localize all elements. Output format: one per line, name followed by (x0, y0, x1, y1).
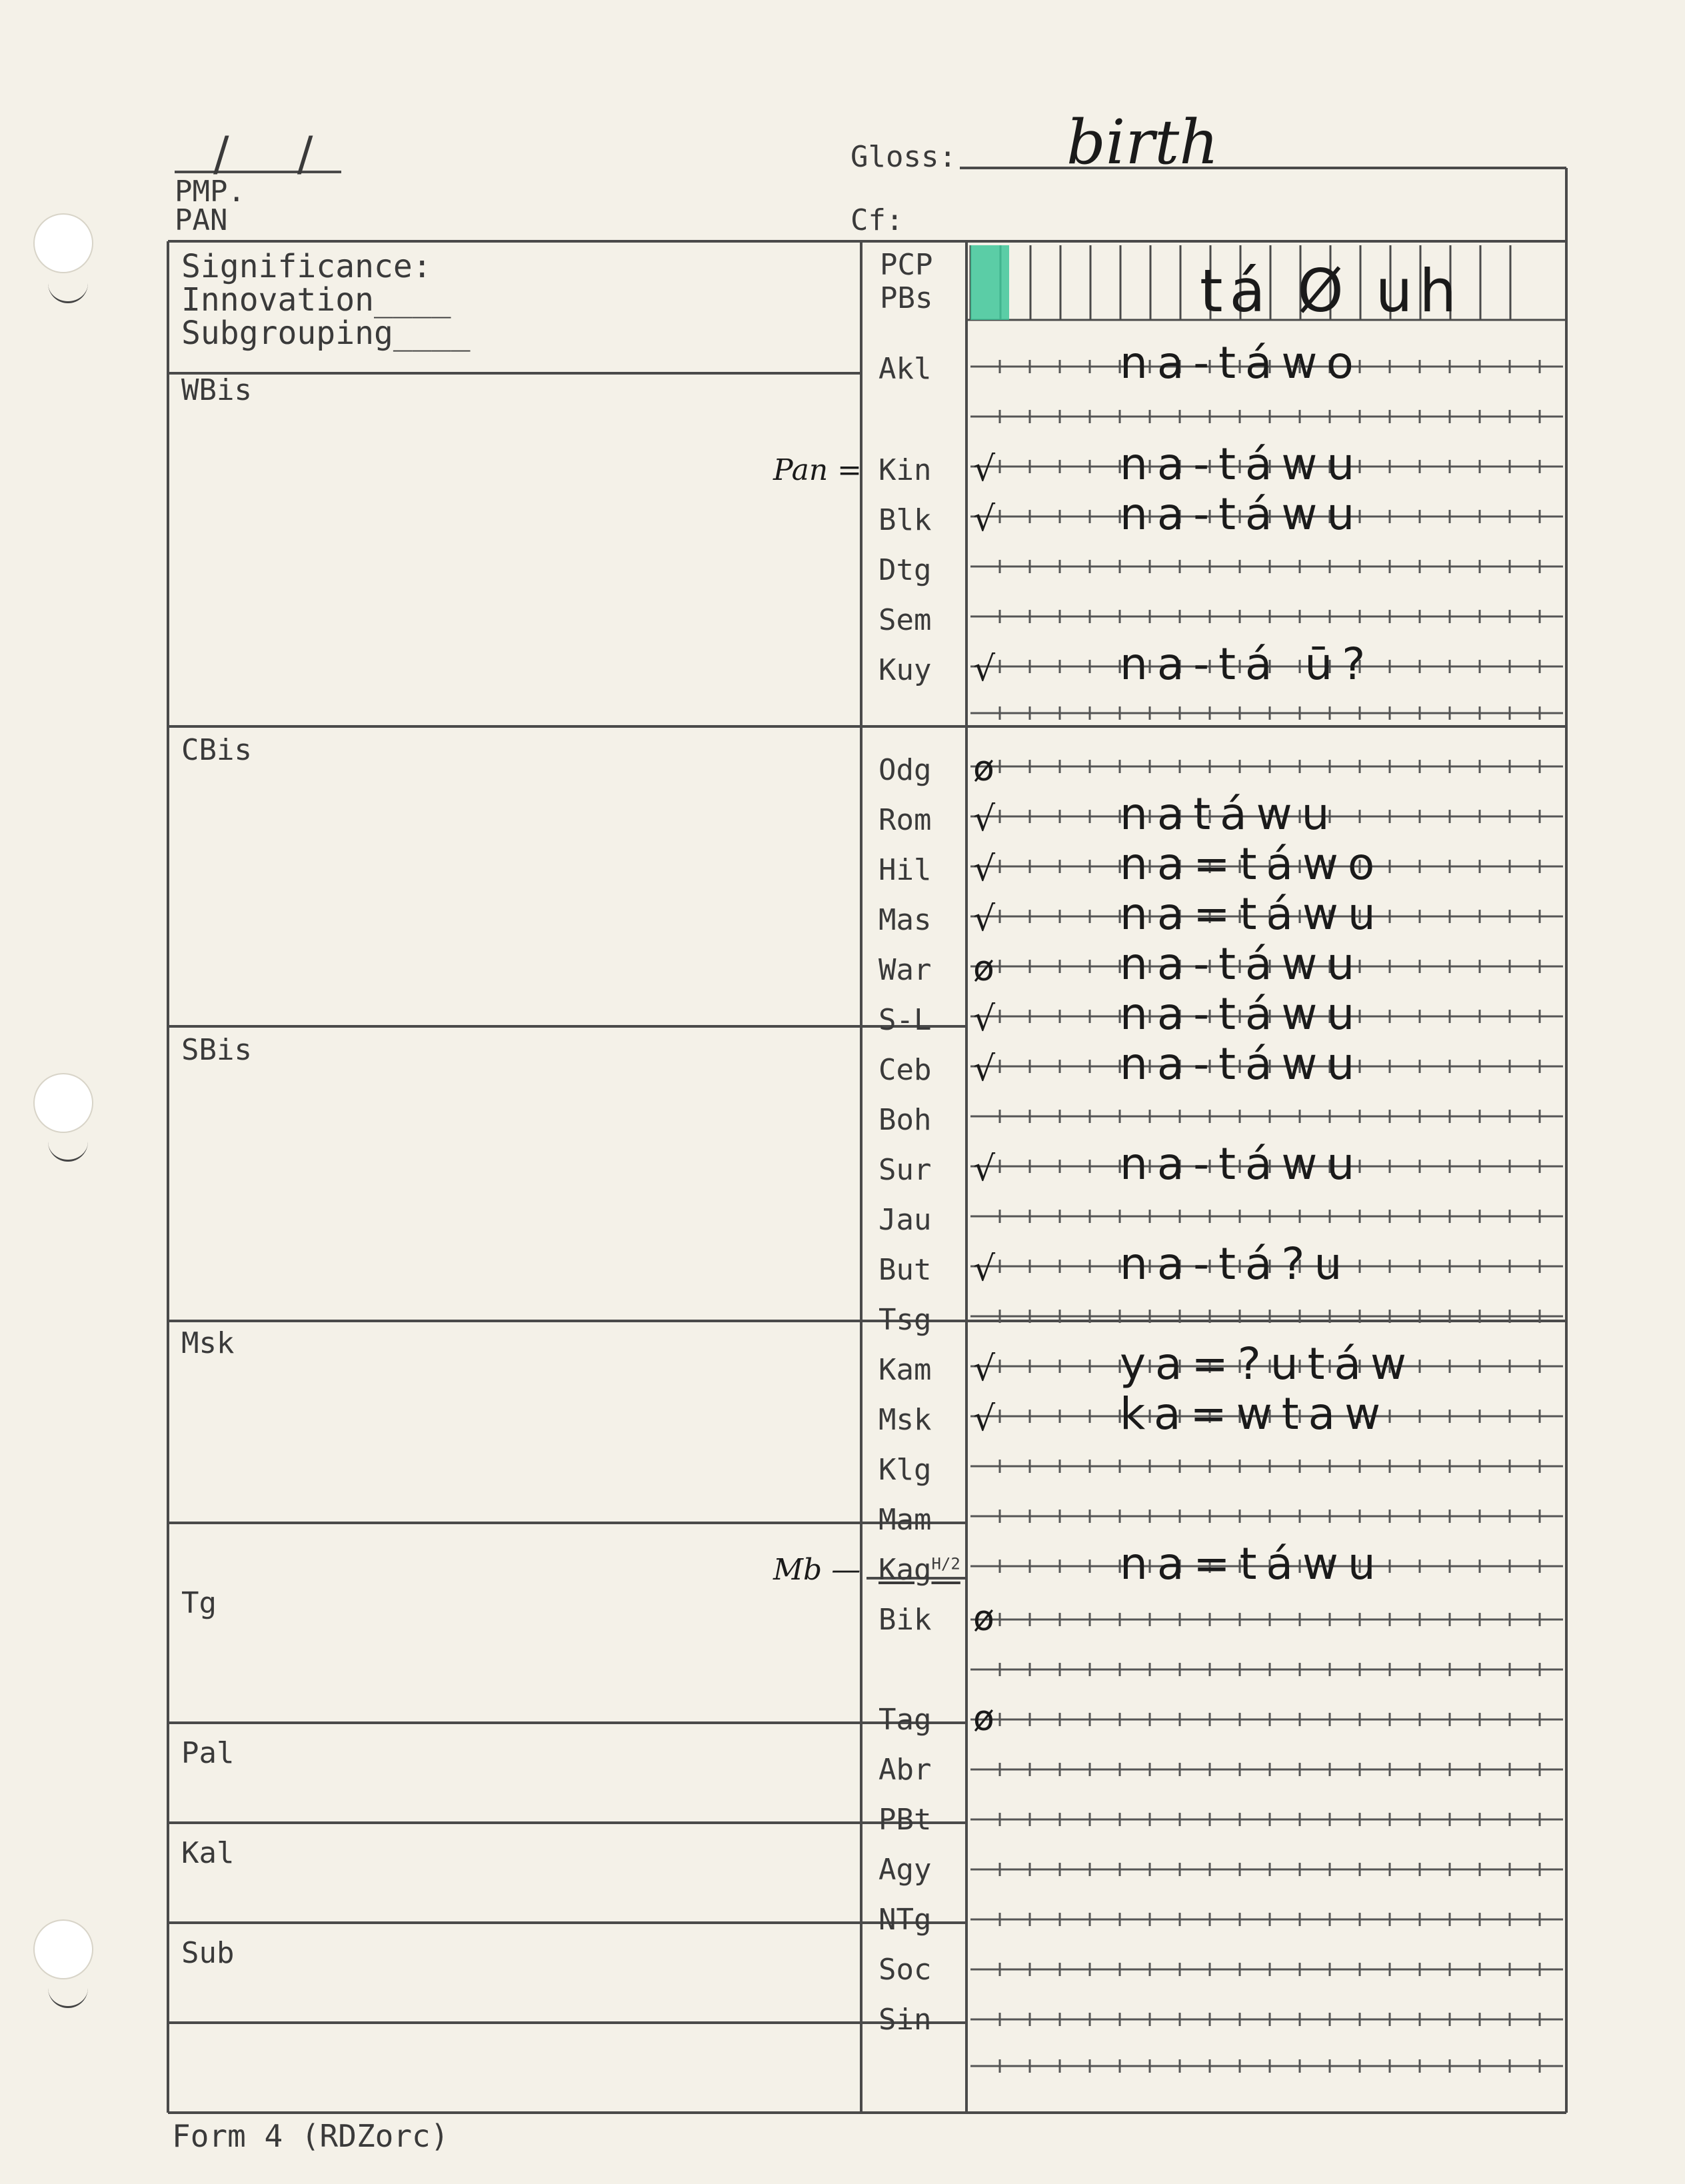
significance-title: Significance: (181, 248, 432, 285)
status-mark: √ (973, 799, 996, 839)
status-mark: √ (973, 649, 996, 689)
reflex-form: natáwu (1120, 788, 1339, 840)
reflex-form: na=táwo (1120, 838, 1384, 890)
language-code-kag: Kag$^{H/2}$ (878, 1553, 960, 1587)
number-marks: / / (213, 127, 340, 181)
language-code-msk: Msk (878, 1403, 932, 1437)
form-footer: Form 4 (RDZorc) (172, 2118, 449, 2154)
language-code-tag: Tag (878, 1703, 932, 1737)
status-mark: ø (973, 749, 994, 789)
language-code-bik: Bik (878, 1603, 932, 1637)
language-code-odg: Odg (878, 753, 932, 787)
kag-superscript: H/2 (931, 1554, 960, 1574)
reflex-form: na-tá ū? (1120, 638, 1375, 690)
status-mark: √ (973, 899, 996, 939)
language-code-ntg: NTg (878, 1903, 932, 1937)
language-code-klg: Klg (878, 1453, 932, 1487)
language-code-tsg: Tsg (878, 1303, 932, 1337)
pan-label: PAN (175, 203, 228, 237)
group-label-msk: Msk (181, 1326, 235, 1360)
language-code-ceb: Ceb (878, 1053, 932, 1087)
group-label-sbis: SBis (181, 1033, 252, 1067)
language-code-kin: Kin (878, 453, 932, 487)
language-code-soc: Soc (878, 1953, 932, 1987)
reflex-form: na-táwu (1120, 489, 1364, 540)
status-mark: ø (973, 1599, 994, 1639)
language-code-but: But (878, 1253, 932, 1287)
status-mark: √ (973, 1049, 996, 1089)
language-code-boh: Boh (878, 1103, 932, 1137)
reflex-form: ka=wtaw (1120, 1388, 1390, 1440)
gloss-value: birth (1066, 107, 1219, 178)
language-code-pbt: PBt (878, 1803, 932, 1837)
group-label-sub: Sub (181, 1936, 235, 1970)
language-code-mas: Mas (878, 903, 932, 937)
language-code-blk: Blk (878, 503, 932, 537)
reflex-form: ya=?utáw (1120, 1338, 1416, 1390)
status-mark: √ (973, 999, 996, 1039)
cf-label: Cf: (850, 203, 904, 237)
reflex-form: na=táwu (1120, 1538, 1385, 1590)
group-label-cbis: CBis (181, 733, 252, 767)
status-mark: √ (973, 1249, 996, 1289)
status-mark: √ (973, 1349, 996, 1389)
gloss-label: Gloss: (850, 140, 956, 174)
status-mark: √ (973, 1149, 996, 1189)
reflex-form: na-táwu (1120, 988, 1364, 1040)
language-code-hil: Hil (878, 853, 932, 887)
language-code-akl: Akl (878, 352, 932, 386)
pcp-label: PCP (880, 248, 933, 282)
reflex-form: na=táwu (1120, 888, 1385, 940)
language-code-abr: Abr (878, 1753, 932, 1787)
language-code-war: War (878, 953, 932, 987)
highlight-mark (970, 245, 1009, 320)
pbs-label: PBs (880, 281, 933, 315)
status-mark: ø (973, 1699, 994, 1739)
language-code-sin: Sin (878, 2003, 932, 2037)
reflex-form: na-tá?u (1120, 1238, 1352, 1290)
innovation-field: Innovation____ (181, 281, 451, 319)
language-code-dtg: Dtg (878, 553, 932, 587)
reflex-form: na-táwu (1120, 439, 1364, 490)
language-code-sur: Sur (878, 1153, 932, 1187)
pmp-label: PMP. (175, 175, 245, 209)
language-code-mam: Mam (878, 1503, 932, 1537)
language-code-kuy: Kuy (878, 653, 932, 687)
group-label-pal: Pal (181, 1736, 235, 1770)
status-mark: √ (973, 449, 996, 489)
language-code-kam: Kam (878, 1353, 932, 1387)
subgrouping-field: Subgrouping____ (181, 315, 471, 352)
group-label-kal: Kal (181, 1836, 235, 1870)
language-code-sem: Sem (878, 603, 932, 637)
reflex-form: na-táwo (1120, 337, 1363, 389)
language-code-rom: Rom (878, 803, 932, 837)
reflex-form: na-táwu (1120, 1138, 1364, 1190)
language-code-s-l: S-L (878, 1003, 932, 1037)
status-mark: ø (973, 949, 994, 989)
status-mark: √ (973, 499, 996, 539)
status-mark: √ (973, 849, 996, 889)
reflex-form: na-táwu (1120, 938, 1364, 990)
margin-note: Pan = (773, 453, 862, 487)
proto-form: tá Ø uh (1200, 257, 1464, 325)
group-label-wbis: WBis (181, 373, 252, 407)
language-code-agy: Agy (878, 1853, 932, 1887)
margin-note: Mb — (773, 1553, 861, 1587)
status-mark: √ (973, 1399, 996, 1439)
language-code-jau: Jau (878, 1203, 932, 1237)
reflex-form: na-táwu (1120, 1038, 1364, 1090)
group-label-tg: Tg (181, 1586, 217, 1620)
